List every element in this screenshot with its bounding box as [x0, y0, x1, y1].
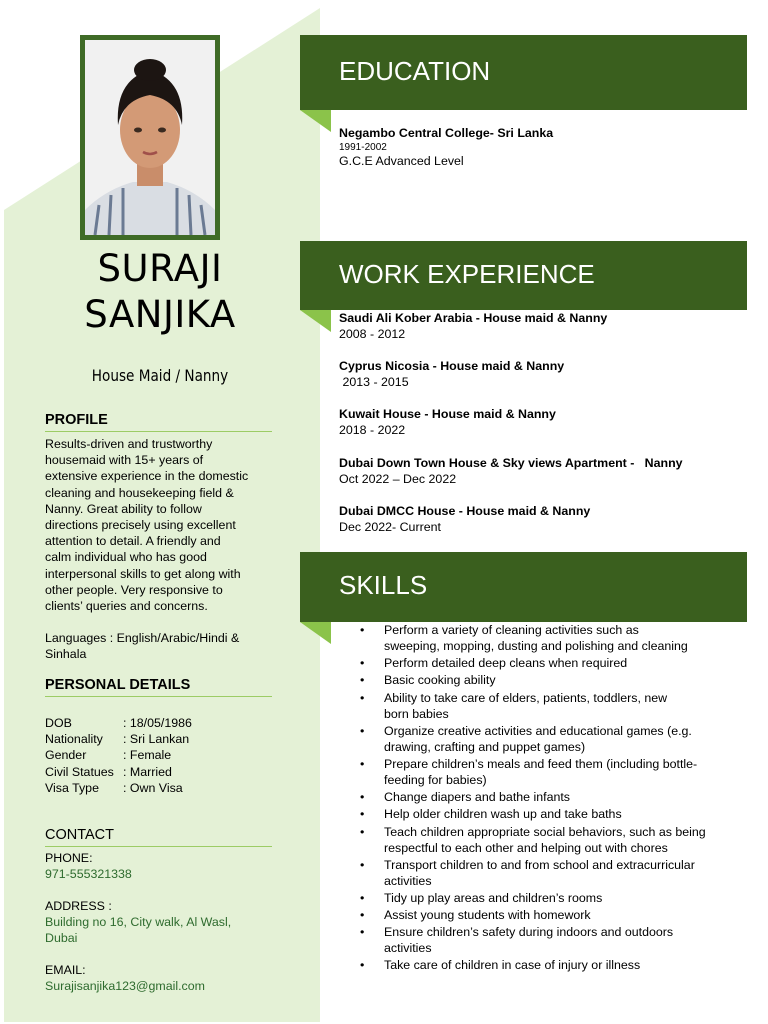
skill-item: • Assist young students with homework [360, 908, 591, 923]
detail-key: Nationality [45, 732, 103, 747]
bullet-icon: • [360, 673, 365, 688]
profile-line: Results-driven and trustworthy [45, 437, 213, 451]
detail-row-visa-type [45, 780, 270, 796]
skill-item: • Transport children to and from school and extracurricular activities [360, 857, 695, 888]
profile-line: extensive experience in the domestic [45, 469, 249, 484]
bullet-icon: • [360, 790, 365, 805]
email-address[interactable]: Surajisanjika123@gmail.com [45, 979, 205, 994]
bullet-icon: • [360, 857, 365, 872]
candidate-first-name: SURAJI [97, 247, 223, 290]
bullet-icon: • [360, 723, 365, 738]
candidate-name [40, 246, 280, 338]
profile-photo [85, 40, 215, 235]
work-entry [339, 503, 590, 535]
skills-list [339, 622, 739, 975]
detail-value: : Own Visa [123, 780, 183, 795]
skill-item: • Basic cooking ability [360, 673, 496, 688]
personal-details-list [45, 715, 270, 796]
work-dates: Dec 2022- Current [339, 520, 441, 534]
bullet-icon: • [360, 890, 365, 905]
detail-row-civil-status [45, 764, 270, 780]
work-dates: Oct 2022 – Dec 2022 [339, 472, 457, 486]
bullet-icon: • [360, 925, 365, 940]
skill-item: • Change diapers and bathe infants [360, 790, 570, 805]
work-title: Dubai DMCC House - House maid & Nanny [339, 504, 591, 518]
work-dates: 2018 - 2022 [339, 423, 406, 437]
detail-value: : 18/05/1986 [123, 716, 192, 730]
work-dates: 2013 - 2015 [339, 375, 409, 389]
work-entry [339, 455, 683, 487]
bullet-icon: • [360, 807, 365, 822]
phone-number[interactable]: 971-555321338 [45, 867, 132, 882]
skill-item: • Perform detailed deep cleans when required [360, 656, 628, 671]
skills-banner-fold [300, 622, 331, 644]
education-banner-fold [300, 110, 331, 132]
bullet-icon: • [360, 656, 365, 671]
skill-item: • Tidy up play areas and children’s rooms [360, 890, 603, 905]
profile-summary [45, 436, 270, 614]
detail-row-gender [45, 747, 270, 763]
bullet-icon: • [360, 958, 365, 973]
personal-details-heading: PERSONAL DETAILS [45, 677, 272, 697]
bullet-icon: • [360, 756, 365, 771]
profile-line: clients’ queries and concerns. [45, 599, 208, 614]
work-title: Kuwait House - House maid & Nanny [339, 407, 556, 421]
skill-item: • Teach children appropriate social behaviors, such as being respectful to each other and helping out with chores [360, 824, 706, 855]
detail-key: DOB [45, 716, 72, 730]
profile-line: housemaid with 15+ years of [45, 453, 204, 468]
work-entry [339, 406, 556, 438]
detail-key: Visa Type [45, 780, 99, 795]
address-line: Building no 16, City walk, Al Wasl, [45, 915, 232, 930]
detail-row-nationality [45, 731, 270, 747]
work-entry [339, 358, 564, 390]
work-title: Dubai Down Town House & Sky views Apartment - Nanny [339, 456, 683, 470]
contact-email [45, 962, 270, 994]
detail-value: : Female [123, 748, 172, 763]
detail-value: : Married [123, 764, 172, 779]
detail-key: Civil Statues [45, 764, 114, 779]
bullet-icon: • [360, 908, 365, 923]
candidate-role: House Maid / Nanny [91, 366, 229, 385]
contact-address [45, 898, 270, 947]
profile-line: attention to detail. A friendly and [45, 534, 221, 549]
detail-value: : Sri Lankan [123, 732, 190, 747]
detail-row-dob [45, 715, 270, 731]
languages-line: Sinhala [45, 647, 87, 662]
skill-item: • Organize creative activities and educational games (e.g. drawing, crafting and puppet games) [360, 723, 692, 754]
languages [45, 630, 270, 662]
candidate-last-name: SANJIKA [84, 293, 236, 336]
skill-item: • Perform a variety of cleaning activities such as sweeping, mopping, dusting and polishing and cleaning [360, 623, 688, 653]
profile-line: directions precisely using excellent [45, 518, 236, 533]
address-label: ADDRESS : [45, 899, 112, 913]
work-dates: 2008 - 2012 [339, 327, 406, 341]
skill-item: • Ensure children’s safety during indoors and outdoors activities [360, 925, 674, 956]
education-years: 1991-2002 [339, 142, 387, 153]
bullet-icon: • [360, 824, 365, 839]
detail-key: Gender [45, 748, 87, 763]
education-qualification: G.C.E Advanced Level [339, 154, 464, 168]
skills-banner: SKILLS [300, 552, 747, 622]
profile-heading: PROFILE [45, 412, 272, 432]
profile-line: calm individual who has good [45, 550, 207, 565]
contact-phone [45, 850, 270, 882]
work-experience-banner: WORK EXPERIENCE [300, 241, 747, 310]
skill-item: • Prepare children’s meals and feed them (including bottle- feeding for babies) [360, 756, 698, 787]
work-entry [339, 310, 607, 342]
profile-photo-frame [80, 35, 220, 240]
education-entry [339, 126, 553, 169]
skill-item: • Ability to take care of elders, patients, toddlers, new born babies [360, 690, 668, 721]
bullet-icon: • [360, 690, 365, 705]
profile-line: other people. Very responsive to [45, 582, 223, 597]
profile-line: interpersonal skills to get along with [45, 566, 241, 581]
education-banner: EDUCATION [300, 35, 747, 110]
profile-line: Nanny. Great ability to follow [45, 501, 202, 516]
address-line: Dubai [45, 931, 78, 946]
phone-label: PHONE: [45, 851, 93, 865]
work-title: Saudi Ali Kober Arabia - House maid & Nanny [339, 311, 608, 325]
contact-heading: CONTACT [45, 827, 272, 847]
skill-item: • Help older children wash up and take baths [360, 807, 622, 822]
work-banner-fold [300, 310, 331, 332]
skill-item: • Take care of children in case of injury or illness [360, 958, 641, 973]
work-title: Cyprus Nicosia - House maid & Nanny [339, 359, 565, 373]
bullet-icon: • [360, 623, 365, 637]
email-label: EMAIL: [45, 963, 86, 977]
education-school: Negambo Central College- Sri Lanka [339, 126, 554, 140]
languages-line: Languages : English/Arabic/Hindi & [45, 631, 240, 645]
profile-line: cleaning and housekeeping field & [45, 485, 234, 500]
